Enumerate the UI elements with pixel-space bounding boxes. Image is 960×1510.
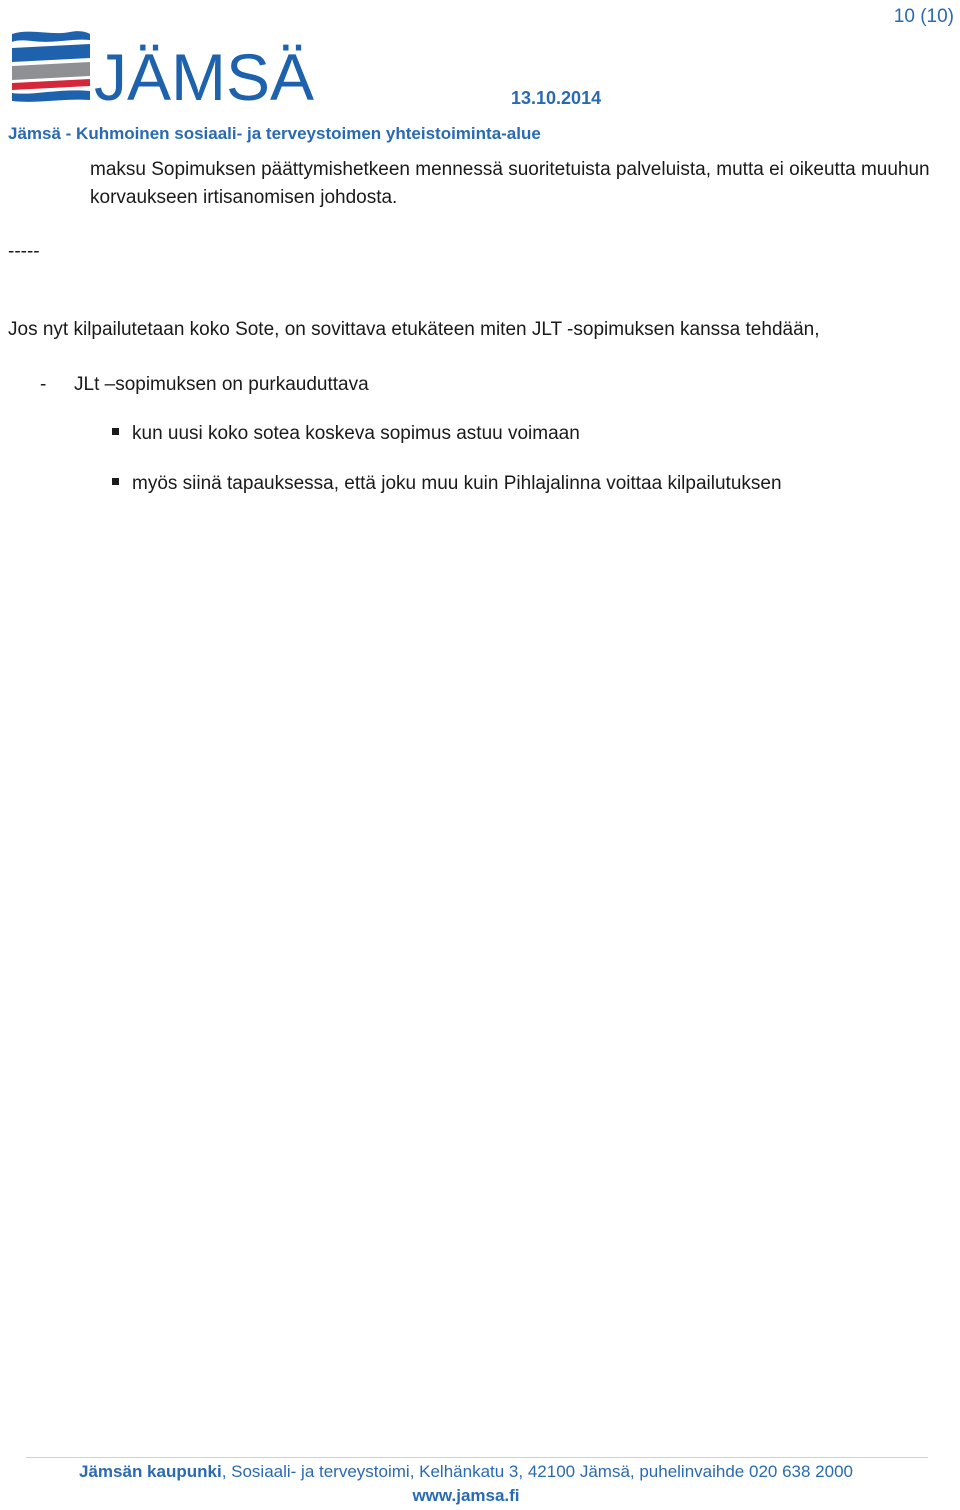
organization-name: Jämsä - Kuhmoinen sosiaali- ja terveystoimen yhteistoiminta-alue — [8, 124, 541, 143]
document-date: 13.10.2014 — [511, 88, 602, 108]
jamsa-logo — [10, 28, 320, 108]
footer-city: Jämsän kaupunki — [79, 1462, 222, 1481]
footer-divider — [26, 1457, 928, 1458]
bullet-list — [112, 420, 782, 520]
continuation-paragraph: maksu Sopimuksen päättymishetkeen mennessä suoritetuista palveluista, mutta ei oikeutta muuhun korvaukseen irtisanomisen johdosta. — [90, 159, 930, 208]
footer-website-link[interactable]: www.jamsa.fi — [412, 1486, 520, 1505]
dash-item-text: JLt –sopimuksen on purkauduttava — [74, 374, 369, 395]
square-bullet-icon — [112, 428, 119, 435]
bullet-item — [112, 420, 782, 448]
dash-list-item — [40, 371, 369, 399]
bullet-text: myös siinä tapauksessa, että joku muu kuin Pihlajalinna voittaa kilpailutuksen — [132, 473, 782, 494]
footer-details: , Sosiaali- ja terveystoimi, Kelhänkatu 3, 42100 Jämsä, puhelinvaihde 020 638 2000 — [221, 1462, 853, 1481]
bullet-item — [112, 470, 782, 498]
main-paragraph: Jos nyt kilpailutetaan koko Sote, on sovittava etukäteen miten JLT -sopimuksen kanssa tehdään, — [8, 319, 820, 340]
footer-address — [0, 1462, 932, 1482]
logo-wordmark: JÄMSÄ — [94, 40, 315, 108]
section-separator: ----- — [8, 241, 40, 262]
dash-marker: - — [40, 374, 47, 395]
page-number: 10 (10) — [893, 6, 954, 27]
square-bullet-icon — [112, 478, 119, 485]
bullet-text: kun uusi koko sotea koskeva sopimus astuu voimaan — [132, 423, 580, 444]
